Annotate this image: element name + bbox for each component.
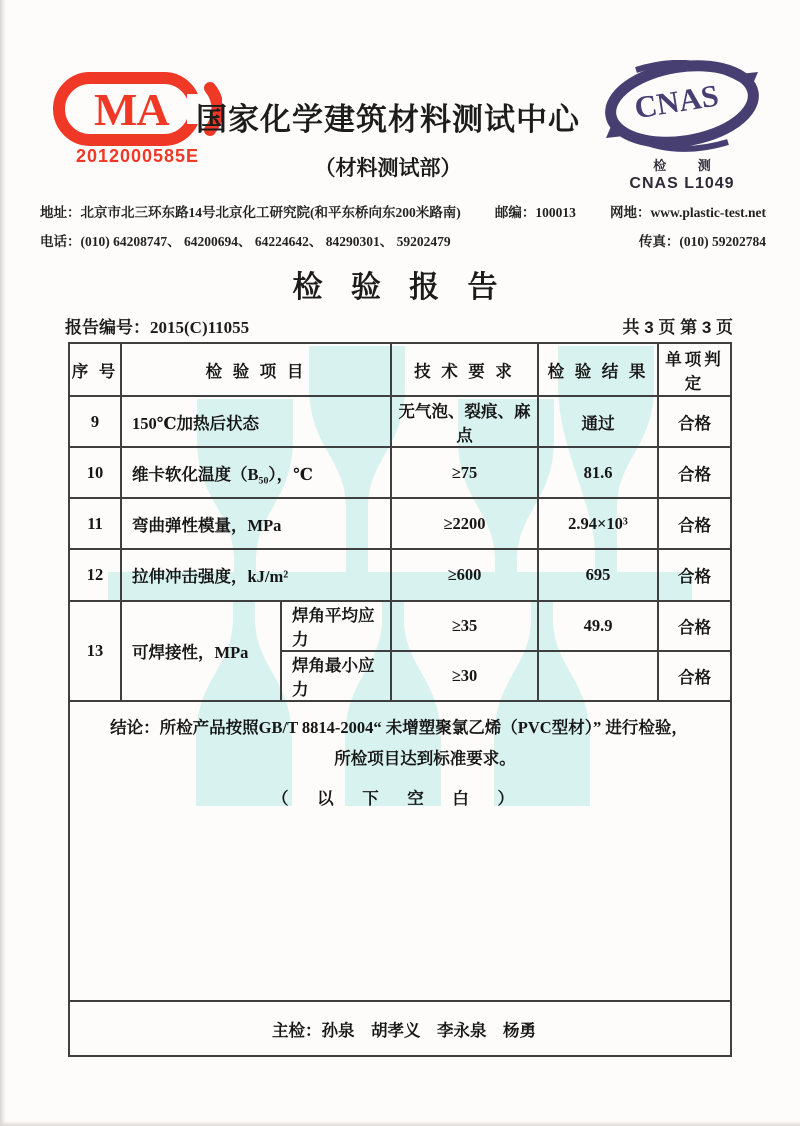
svg-text:MA: MA (94, 84, 169, 135)
row-no: 11 (70, 499, 122, 550)
row-requirement: ≥75 (392, 448, 539, 499)
row-result: 2.94×10³ (539, 499, 659, 550)
below-blank-note: （ 以 下 空 白 ） (272, 790, 526, 809)
subrow-item: 焊角平均应力 (282, 602, 392, 652)
row-result: 通过 (539, 397, 659, 448)
row-item: 维卡软化温度（B₅₀），℃ (122, 448, 392, 499)
contact-line-1 (40, 201, 766, 221)
zip-text: 邮编：100013 (494, 205, 576, 220)
cma-certificate-number: 2012000585E (75, 146, 200, 166)
address-text: 地址：北京市北三环东路14号北京化工研究院(和平东桥向东200米路南) (40, 205, 461, 220)
subrow-requirement: ≥30 (392, 652, 539, 702)
row-result: 695 (539, 550, 659, 602)
row-item: 拉伸冲击强度，kJ/m² (122, 550, 392, 602)
conclusion-line-1 (78, 713, 720, 744)
org-title: 国家化学建筑材料测试中心 (196, 102, 580, 137)
inspector-row (70, 1002, 730, 1055)
cnas-accreditation-code: CNAS L1049 (629, 175, 735, 192)
telephone-text: 电话：(010) 64208747、 64200694、 64224642、 84290301、 59202479 (40, 234, 451, 249)
row-verdict: 合格 (659, 499, 730, 550)
subrow-verdict: 合格 (659, 652, 730, 702)
subrow-verdict: 合格 (659, 602, 730, 652)
row-requirement: ≥2200 (392, 499, 539, 550)
row-requirement: 无气泡、裂痕、麻点 (392, 397, 539, 448)
row-item: 可焊接性，MPa (122, 602, 282, 702)
row-verdict: 合格 (659, 397, 730, 448)
col-header-result: 检 验 结 果 (539, 344, 659, 397)
cnas-mark-text: 检 测 (653, 158, 725, 173)
svg-text:CNAS: CNAS (632, 77, 721, 126)
results-table (68, 342, 732, 1057)
col-header-no: 序 号 (70, 344, 122, 397)
row-result: 81.6 (539, 448, 659, 499)
pagination-text: 共 3 页 第 3 页 (622, 318, 733, 337)
row-item: 150℃加热后状态 (122, 397, 392, 448)
subrow-item: 焊角最小应力 (282, 652, 392, 702)
website-text: 网地：www.plastic-test.net (610, 205, 766, 220)
row-verdict: 合格 (659, 550, 730, 602)
conclusion-text-2: 所检项目达到标准要求。 (334, 748, 516, 768)
row-no: 12 (70, 550, 122, 602)
report-number (65, 313, 249, 338)
conclusion-cell (70, 702, 730, 1002)
col-header-requirement: 技 术 要 求 (392, 344, 539, 397)
report-number-value: 2015(C)11055 (150, 318, 250, 337)
row-no: 13 (70, 602, 122, 702)
report-number-label: 报告编号： (65, 318, 150, 337)
subrow-requirement: ≥35 (392, 602, 539, 652)
report-title: 检 验 报 告 (292, 271, 508, 304)
conclusion-label: 结论： (110, 719, 160, 737)
conclusion-text-1: 所检产品按照GB/T 8814-2004“ 未增塑聚氯乙烯（PVC型材）” 进行检验， (159, 718, 688, 737)
row-item: 弯曲弹性模量，MPa (122, 499, 392, 550)
contact-block (40, 201, 766, 259)
subrow-result: 49.9 (539, 602, 659, 652)
row-requirement: ≥600 (392, 550, 539, 602)
subrow-result (539, 652, 659, 702)
row-no: 9 (70, 397, 122, 448)
contact-line-2 (40, 230, 766, 250)
inspector-names: 孙泉 胡孝义 李永泉 杨勇 (321, 1021, 536, 1040)
fax-text: 传真：(010) 59202784 (638, 234, 766, 249)
row-verdict: 合格 (659, 448, 730, 499)
col-header-verdict: 单项判定 (659, 344, 730, 397)
org-subtitle: （材料测试部） (314, 157, 462, 180)
row-no: 10 (70, 448, 122, 499)
inspector-label: 主检： (272, 1021, 322, 1040)
cnas-logo-block (598, 60, 766, 193)
cnas-logo-icon (602, 60, 762, 152)
report-meta-line (65, 313, 733, 338)
col-header-item: 检 验 项 目 (122, 344, 392, 397)
